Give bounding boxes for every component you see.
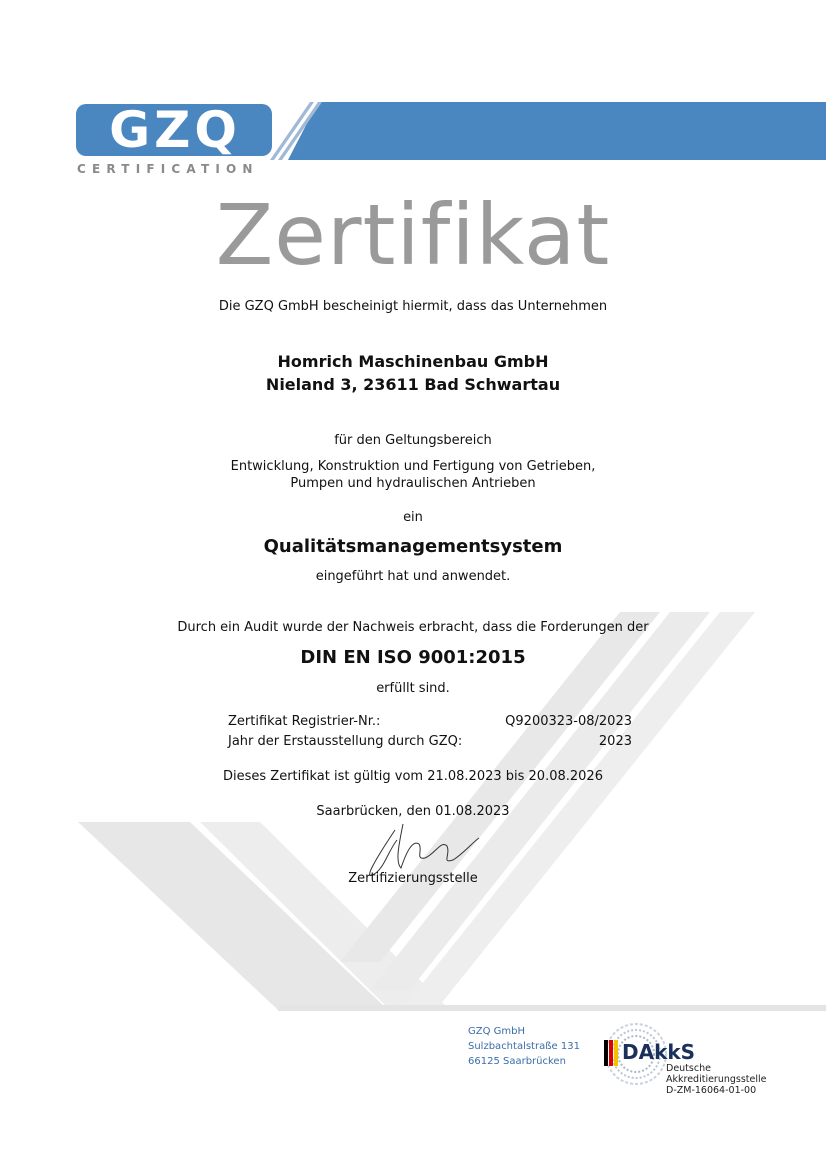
ein-text: ein (403, 510, 423, 525)
flag-black (604, 1040, 608, 1066)
footer-street: Sulzbachtalstraße 131 (468, 1041, 580, 1052)
registration-number-label: Zertifikat Registrier-Nr.: (228, 714, 381, 729)
registration-number-row (228, 714, 632, 729)
page-title: Zertifikat (215, 186, 611, 284)
footer-company: GZQ GmbH (468, 1026, 526, 1037)
scope-label: für den Geltungsbereich (334, 433, 492, 448)
logo-subtitle: CERTIFICATION (77, 162, 259, 176)
dakks-line-2: Akkreditierungsstelle (666, 1074, 767, 1085)
audit-text: Durch ein Audit wurde der Nachweis erbracht, dass die Forderungen der (177, 620, 649, 635)
scope-line-2: Pumpen und hydraulischen Antrieben (290, 476, 536, 491)
first-issue-year-label: Jahr der Erstausstellung durch GZQ: (228, 734, 463, 749)
dakks-text (666, 1063, 767, 1096)
footer-address (468, 1024, 580, 1069)
footer-city: 66125 Saarbrücken (468, 1056, 566, 1067)
signature-role: Zertifizierungsstelle (348, 871, 478, 886)
standard-name: DIN EN ISO 9001:2015 (300, 647, 526, 668)
blue-band (288, 102, 826, 160)
scope-line-1: Entwicklung, Konstruktion und Fertigung von Getrieben, (230, 459, 596, 474)
intro-text: Die GZQ GmbH bescheinigt hiermit, dass das Unternehmen (218, 299, 608, 314)
company-address: Nieland 3, 23611 Bad Schwartau (265, 375, 561, 394)
fulfilled-text: erfüllt sind. (376, 681, 450, 696)
footer-line (278, 1005, 826, 1011)
gzq-logo: GZQ (109, 101, 241, 159)
dakks-line-1: Deutsche (666, 1063, 711, 1074)
signature-stroke (370, 824, 479, 876)
system-applied: eingeführt hat und anwendet. (315, 569, 511, 584)
flag-red (609, 1040, 613, 1066)
dakks-name: DAkkS (622, 1040, 696, 1064)
first-issue-year-row (228, 734, 632, 749)
registration-number-value: Q9200323-08/2023 (505, 714, 632, 729)
company-name: Homrich Maschinenbau GmbH (277, 352, 549, 371)
system-name: Qualitätsmanagementsystem (263, 536, 563, 557)
first-issue-year-value: 2023 (598, 734, 632, 749)
validity-text: Dieses Zertifikat ist gültig vom 21.08.2023 bis 20.08.2026 (223, 769, 603, 784)
dakks-id: D-ZM-16064-01-00 (666, 1085, 757, 1096)
place-date: Saarbrücken, den 01.08.2023 (316, 804, 510, 819)
diag-stripe-2 (370, 612, 710, 990)
flag-gold (614, 1040, 618, 1066)
